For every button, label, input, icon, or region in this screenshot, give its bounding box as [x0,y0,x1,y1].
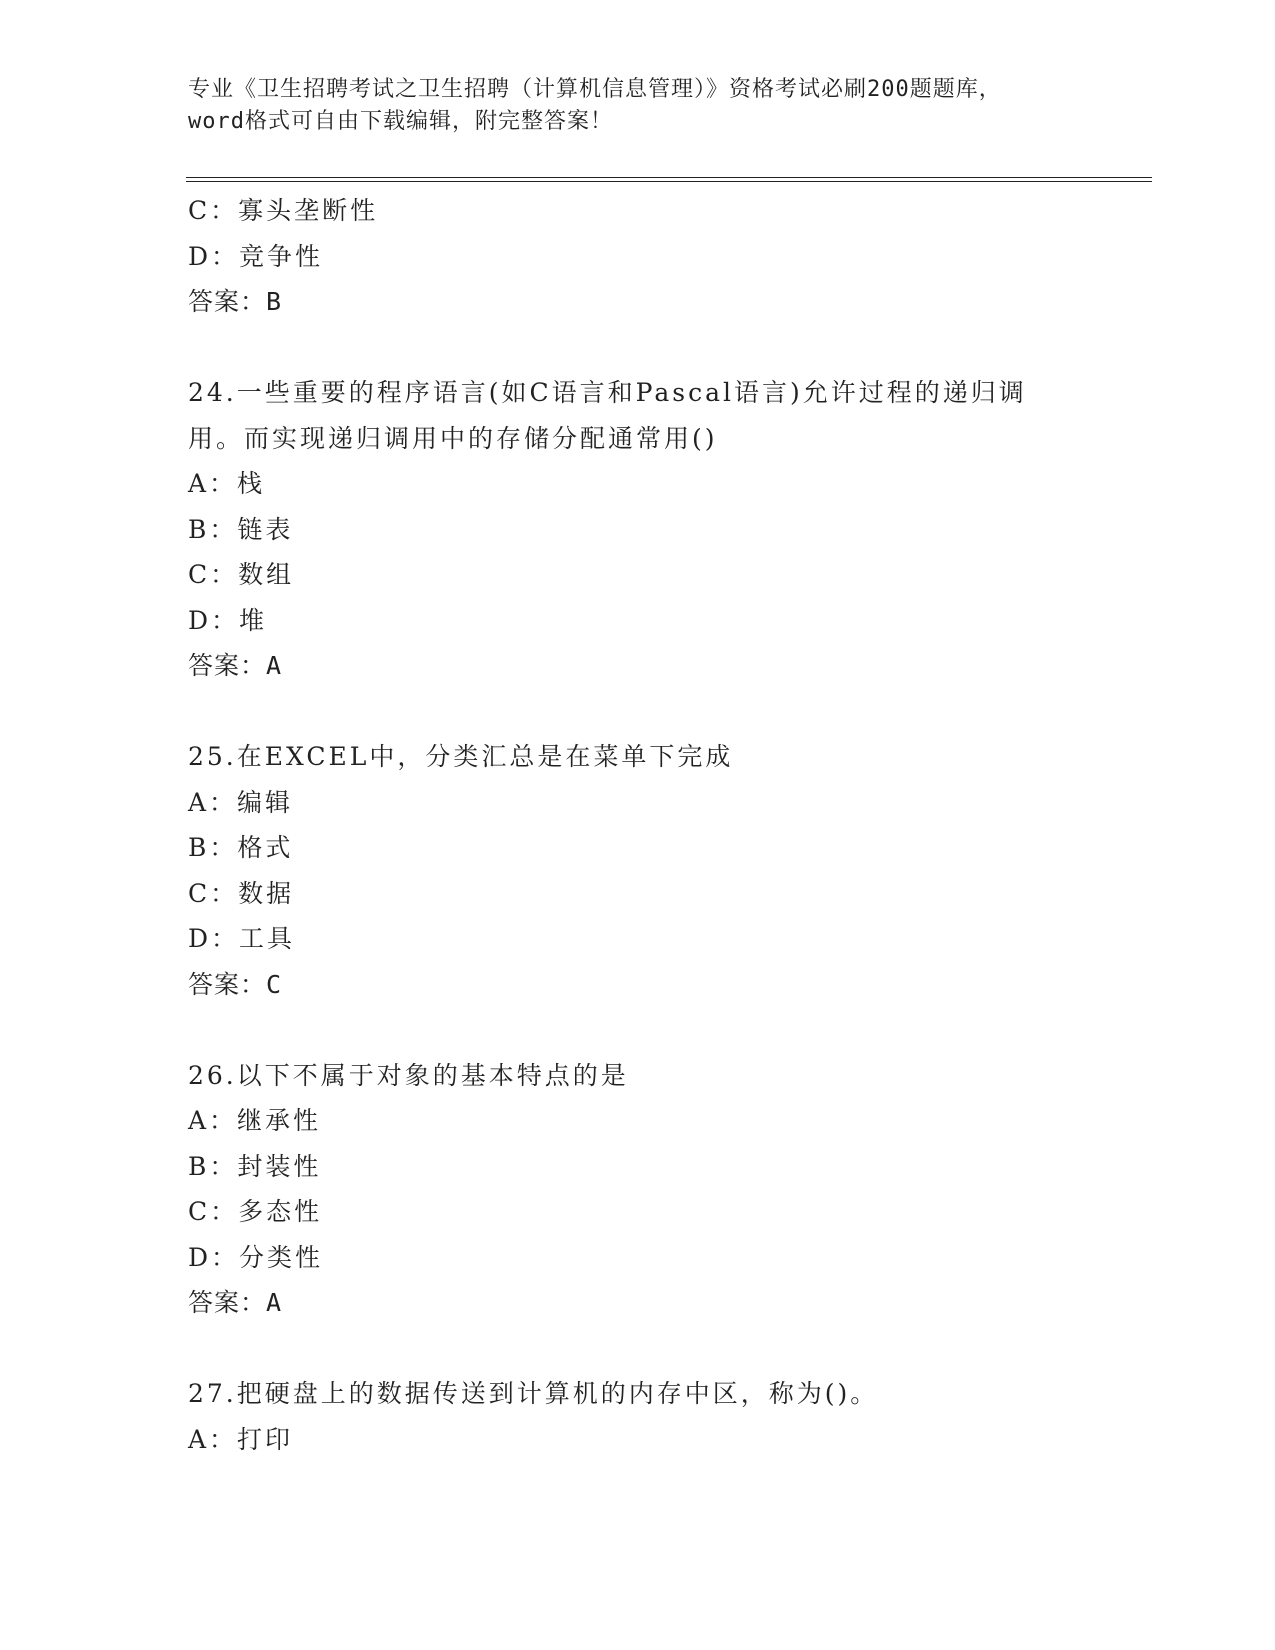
answer-label: 答案： [188,1288,267,1317]
header-divider-bottom [186,181,1152,182]
answer-value: B [266,287,284,316]
question-stem: 26.以下不属于对象的基本特点的是 [188,1060,629,1090]
option-c: C：多态性 [188,1197,323,1226]
header-line-2: word格式可自由下载编辑，附完整答案！ [188,109,613,134]
answer-value: A [266,651,284,680]
option-d: D：工具 [188,924,296,953]
answer-label: 答案： [188,651,267,680]
question-spacer [188,689,1148,735]
question-stem-line-1: 24.一些重要的程序语言(如C语言和Pascal语言)允许过程的递归调 [188,378,1027,407]
option-b: B：链表 [188,514,294,544]
option-a: A：编辑 [188,787,294,817]
option-a: A：继承性 [188,1106,322,1135]
option-d: D：竞争性 [188,241,324,271]
option-b: B：封装性 [188,1151,322,1181]
answer-value: A [266,1288,284,1317]
question-26 [188,1053,1148,1326]
option-d: D：堆 [188,605,268,635]
header-divider-top [186,177,1152,178]
option-b: B：格式 [188,833,294,862]
option-a: A：栈 [188,469,266,498]
answer-label: 答案： [188,287,267,316]
document-header [188,74,1088,138]
answer-line [188,643,1148,689]
question-stem-line-2: 用。而实现递归调用中的存储分配通常用() [188,423,718,453]
question-spacer [188,325,1148,371]
header-line-1: 专业《卫生招聘考试之卫生招聘（计算机信息管理）》资格考试必刷200题题库， [188,77,1002,102]
option-a: A：打印 [188,1424,294,1454]
question-list [188,188,1148,1462]
answer-value: C [266,969,284,999]
option-c: C：数组 [188,560,295,589]
question-25 [188,734,1148,1007]
answer-line [188,962,1148,1008]
question-stem: 27.把硬盘上的数据传送到计算机的内存中区，称为()。 [188,1379,879,1408]
question-spacer [188,1326,1148,1372]
question-23-tail [188,188,1148,325]
answer-line [188,279,1148,325]
question-spacer [188,1007,1148,1053]
option-c: C：寡头垄断性 [188,196,379,225]
answer-line [188,1280,1148,1326]
question-stem: 25.在EXCEL中，分类汇总是在菜单下完成 [188,742,734,771]
answer-label: 答案： [188,969,267,999]
option-c: C：数据 [188,878,295,908]
question-27 [188,1371,1148,1462]
option-d: D：分类性 [188,1242,324,1272]
question-24 [188,370,1148,689]
